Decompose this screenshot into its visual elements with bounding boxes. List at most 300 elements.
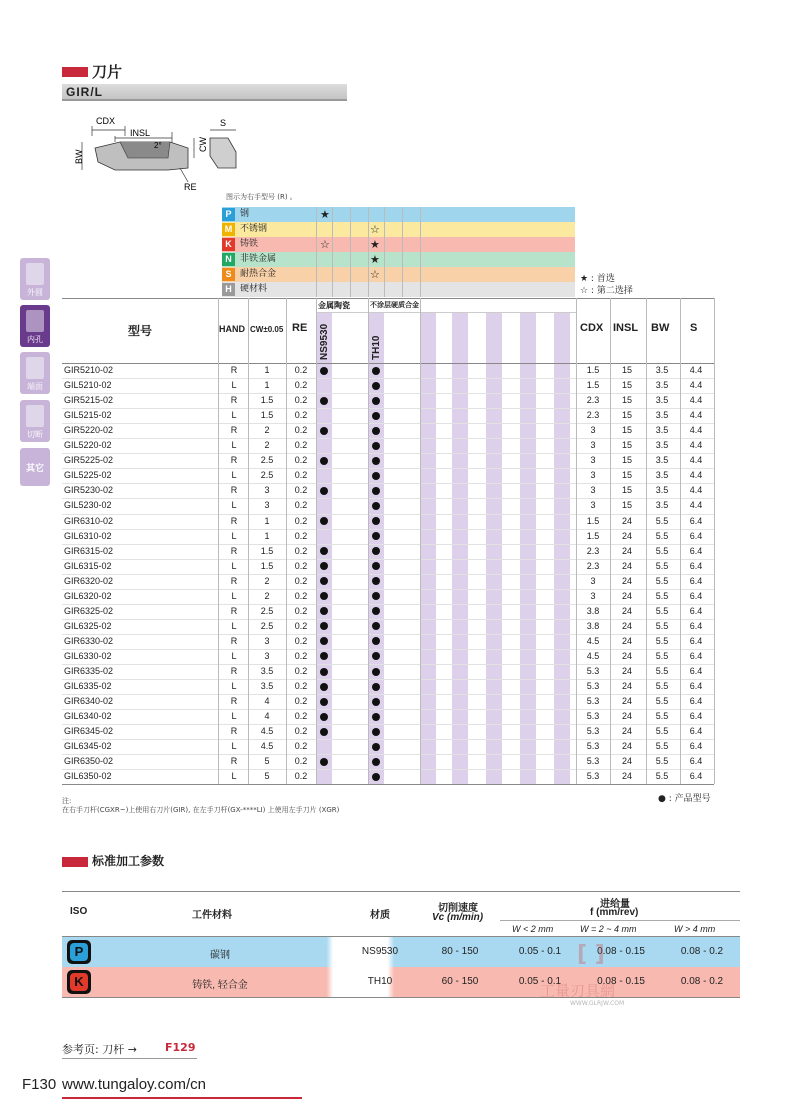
cell-insl: 24 <box>621 741 632 752</box>
cell-cw: 2 <box>264 575 270 586</box>
cell-cdx: 3.8 <box>586 605 600 616</box>
side-tab-internal[interactable]: 内孔 <box>20 305 50 347</box>
cell-s: 4.4 <box>689 365 703 375</box>
cell-hand: R <box>230 395 238 406</box>
cell-bw: 3.5 <box>655 365 669 375</box>
cell-model: GIR5210-02 <box>64 365 114 375</box>
cell-re: 0.2 <box>294 515 308 526</box>
side-tab-other[interactable]: 其它 <box>20 448 50 486</box>
col-header-cw: CW±0.05 <box>250 325 284 334</box>
param-f3: 0.08 - 0.2 <box>680 976 724 987</box>
cell-insl: 15 <box>621 455 632 466</box>
cell-cw: 1 <box>264 380 270 391</box>
cell-cdx: 5.3 <box>586 711 600 722</box>
cell-hand: R <box>230 605 238 616</box>
cell-insl: 24 <box>621 545 632 556</box>
cell-cw: 2 <box>264 590 270 601</box>
watermark-text: 工量刃具網 <box>540 982 616 1000</box>
cell-re: 0.2 <box>294 485 308 496</box>
material-name: 耐热合金 <box>240 269 277 279</box>
cell-cdx: 3.8 <box>586 620 600 631</box>
cell-model: GIR5215-02 <box>64 395 114 406</box>
col-header-insl: INSL <box>613 322 639 334</box>
availability-dot-ns9530 <box>320 517 328 525</box>
cell-hand: L <box>231 590 237 601</box>
cell-model: GIR6345-02 <box>64 726 114 737</box>
cell-cw: 2.5 <box>260 620 274 631</box>
cell-insl: 24 <box>621 771 632 782</box>
cell-cdx: 1.5 <box>586 530 600 541</box>
cell-s: 4.4 <box>689 440 703 451</box>
cell-hand: L <box>231 530 237 541</box>
availability-dot-th10 <box>372 472 380 480</box>
cell-hand: R <box>230 365 238 375</box>
material-row <box>222 207 575 222</box>
cell-re: 0.2 <box>294 425 308 436</box>
cell-insl: 15 <box>621 500 632 511</box>
cell-insl: 15 <box>621 470 632 481</box>
cell-s: 6.4 <box>689 515 703 526</box>
cell-hand: R <box>230 455 238 466</box>
cell-insl: 24 <box>621 575 632 586</box>
param-header-w2: W = 2 ~ 4 mm <box>580 924 637 934</box>
figure-note: 图示为右手型号 (R) 。 <box>226 193 297 201</box>
cell-re: 0.2 <box>294 410 308 421</box>
internal-turning-icon <box>26 310 44 332</box>
cell-model: GIL6325-02 <box>64 620 112 631</box>
cell-bw: 3.5 <box>655 455 669 466</box>
cell-cdx: 3 <box>590 455 596 466</box>
cell-hand: R <box>230 635 238 646</box>
cell-model: GIR6315-02 <box>64 545 114 556</box>
watermark-logo: [ ] <box>577 942 605 967</box>
cell-cdx: 3 <box>590 470 596 481</box>
cell-insl: 24 <box>621 560 632 571</box>
material-name: 硬材料 <box>240 284 268 294</box>
cell-insl: 24 <box>621 620 632 631</box>
cell-model: GIL6350-02 <box>64 771 112 782</box>
note-label: 注: <box>62 797 72 805</box>
iso-code-badge: N <box>222 253 235 266</box>
cell-bw: 5.5 <box>655 635 669 646</box>
watermark-url: WWW.GLRJW.COM <box>570 1000 625 1007</box>
availability-dot-ns9530 <box>320 668 328 676</box>
cell-cdx: 3 <box>590 575 596 586</box>
cell-s: 6.4 <box>689 726 703 737</box>
param-header-material: 工件材料 <box>192 910 232 921</box>
section-subtitle: GIR/L <box>62 84 347 101</box>
cell-re: 0.2 <box>294 605 308 616</box>
cell-cw: 1 <box>264 365 270 375</box>
cell-insl: 24 <box>621 590 632 601</box>
cell-s: 6.4 <box>689 620 703 631</box>
availability-dot-ns9530 <box>320 397 328 405</box>
cell-cdx: 1.5 <box>586 515 600 526</box>
cell-s: 6.4 <box>689 666 703 676</box>
cell-bw: 5.5 <box>655 620 669 631</box>
cell-re: 0.2 <box>294 771 308 782</box>
cell-insl: 24 <box>621 530 632 541</box>
cell-cw: 3 <box>264 635 270 646</box>
cell-cdx: 3 <box>590 425 596 436</box>
cell-s: 6.4 <box>689 681 703 692</box>
material-row <box>222 222 575 237</box>
cell-cdx: 1.5 <box>586 365 600 375</box>
cell-s: 4.4 <box>689 500 703 511</box>
availability-dot-ns9530 <box>320 457 328 465</box>
cell-insl: 24 <box>621 666 632 676</box>
cell-bw: 3.5 <box>655 425 669 436</box>
availability-dot-ns9530 <box>320 758 328 766</box>
cell-cdx: 5.3 <box>586 726 600 737</box>
side-tab-face[interactable]: 端面 <box>20 352 50 394</box>
cell-s: 6.4 <box>689 696 703 707</box>
cell-s: 6.4 <box>689 756 703 767</box>
ns9530-mark: ☆ <box>320 238 330 251</box>
availability-dot-th10 <box>372 758 380 766</box>
availability-dot-th10 <box>372 713 380 721</box>
cell-cw: 1.5 <box>260 545 274 556</box>
cell-hand: L <box>231 771 237 782</box>
param-speed: 60 - 150 <box>441 976 479 987</box>
cell-bw: 5.5 <box>655 681 669 692</box>
availability-dot-th10 <box>372 683 380 691</box>
cell-hand: R <box>230 756 238 767</box>
param-grade: TH10 <box>367 976 393 987</box>
cell-re: 0.2 <box>294 560 308 571</box>
cell-cw: 1.5 <box>260 395 274 406</box>
angle-label: 2° <box>154 141 162 150</box>
cell-s: 6.4 <box>689 590 703 601</box>
cell-cw: 3 <box>264 485 270 496</box>
cell-cdx: 3 <box>590 590 596 601</box>
param-header-feed-unit: f (mm/rev) <box>590 907 639 918</box>
cell-re: 0.2 <box>294 365 308 375</box>
legend-product: ● : 产品型号 <box>658 794 711 804</box>
cell-cw: 2.5 <box>260 470 274 481</box>
cell-s: 6.4 <box>689 711 703 722</box>
cell-cdx: 4.5 <box>586 650 600 661</box>
cell-cw: 4.5 <box>260 726 274 737</box>
grade-column-band <box>554 312 570 784</box>
cell-hand: L <box>231 560 237 571</box>
cell-model: GIL5210-02 <box>64 380 112 391</box>
availability-dot-th10 <box>372 532 380 540</box>
param-header-w1: W < 2 mm <box>512 924 554 934</box>
note-text: 在右手刀杆(CGXR~)上使用右刀片(GIR), 在左手刀杆(GX-****LI) 上使用左手刀片 (XGR) <box>62 806 340 814</box>
cell-s: 4.4 <box>689 410 703 421</box>
cell-cw: 2.5 <box>260 605 274 616</box>
th10-mark: ★ <box>370 238 380 251</box>
cell-cdx: 5.3 <box>586 756 600 767</box>
cell-insl: 24 <box>621 605 632 616</box>
cell-hand: L <box>231 500 237 511</box>
cell-model: GIL5215-02 <box>64 410 112 421</box>
availability-dot-ns9530 <box>320 427 328 435</box>
material-row <box>222 252 575 267</box>
cell-model: GIL6330-02 <box>64 650 112 661</box>
cell-model: GIR6340-02 <box>64 696 114 707</box>
side-tab-cutoff[interactable]: 切断 <box>20 400 50 442</box>
cell-insl: 24 <box>621 650 632 661</box>
cutoff-icon <box>26 405 44 427</box>
cell-cw: 3 <box>264 650 270 661</box>
cell-model: GIL6320-02 <box>64 590 112 601</box>
cell-hand: R <box>230 666 238 676</box>
param-speed: 80 - 150 <box>441 946 479 957</box>
material-name: 钢 <box>240 209 250 219</box>
th10-mark: ☆ <box>370 223 380 236</box>
cell-bw: 5.5 <box>655 696 669 707</box>
cell-cw: 1 <box>264 530 270 541</box>
cell-hand: L <box>231 650 237 661</box>
grade-column-band <box>452 312 468 784</box>
th10-mark: ☆ <box>370 268 380 281</box>
cell-model: GIL6335-02 <box>64 681 112 692</box>
iso-code-badge: M <box>222 223 235 236</box>
cell-cw: 4.5 <box>260 741 274 752</box>
cell-insl: 15 <box>621 485 632 496</box>
cell-cdx: 4.5 <box>586 635 600 646</box>
cell-insl: 24 <box>621 711 632 722</box>
cell-insl: 15 <box>621 425 632 436</box>
col-header-th10: TH10 <box>371 335 382 360</box>
reference-page-link[interactable]: F129 <box>165 1041 196 1054</box>
cell-bw: 5.5 <box>655 575 669 586</box>
cell-model: GIR6335-02 <box>64 666 114 676</box>
cell-cw: 2 <box>264 440 270 451</box>
cell-hand: R <box>230 425 238 436</box>
cell-model: GIL6310-02 <box>64 530 112 541</box>
availability-dot-th10 <box>372 668 380 676</box>
page-number: F130 <box>22 1076 57 1093</box>
cell-hand: L <box>231 681 237 692</box>
cell-cw: 3.5 <box>260 681 274 692</box>
param-grade: NS9530 <box>361 946 399 957</box>
cell-re: 0.2 <box>294 756 308 767</box>
bw-label: BW <box>74 149 84 164</box>
col-header-hand: HAND <box>219 324 245 334</box>
section-marker <box>62 857 88 867</box>
cell-s: 6.4 <box>689 650 703 661</box>
cell-s: 4.4 <box>689 455 703 466</box>
availability-dot-th10 <box>372 728 380 736</box>
cell-s: 6.4 <box>689 545 703 556</box>
cell-bw: 5.5 <box>655 515 669 526</box>
cell-insl: 15 <box>621 410 632 421</box>
cell-bw: 5.5 <box>655 666 669 676</box>
cell-insl: 24 <box>621 726 632 737</box>
cell-cw: 3 <box>264 500 270 511</box>
param-header-w3: W > 4 mm <box>674 924 716 934</box>
availability-dot-th10 <box>372 698 380 706</box>
legend-first-choice: ★ : 首选 <box>580 274 615 284</box>
cw-label: CW <box>198 137 208 152</box>
cell-bw: 3.5 <box>655 410 669 421</box>
grade-column-band <box>420 312 436 784</box>
cell-re: 0.2 <box>294 650 308 661</box>
cell-re: 0.2 <box>294 395 308 406</box>
cell-model: GIL6345-02 <box>64 741 112 752</box>
param-f3: 0.08 - 0.2 <box>680 946 724 957</box>
cell-re: 0.2 <box>294 726 308 737</box>
cell-bw: 5.5 <box>655 756 669 767</box>
cell-re: 0.2 <box>294 500 308 511</box>
material-row <box>222 282 575 297</box>
cell-model: GIR5220-02 <box>64 425 114 436</box>
cell-bw: 5.5 <box>655 560 669 571</box>
cell-cw: 4 <box>264 696 270 707</box>
cell-insl: 15 <box>621 380 632 391</box>
cell-hand: L <box>231 410 237 421</box>
cell-re: 0.2 <box>294 620 308 631</box>
cell-cw: 1.5 <box>260 560 274 571</box>
cell-model: GIR6325-02 <box>64 605 114 616</box>
insert-diagram <box>70 112 250 192</box>
cell-cdx: 2.3 <box>586 560 600 571</box>
cell-cdx: 2.3 <box>586 410 600 421</box>
section-title-params: 标准加工参数 <box>92 854 165 868</box>
cell-cdx: 5.3 <box>586 681 600 692</box>
cell-model: GIL6340-02 <box>64 711 112 722</box>
cell-insl: 15 <box>621 395 632 406</box>
availability-dot-ns9530 <box>320 683 328 691</box>
param-f1: 0.05 - 0.1 <box>518 976 562 987</box>
footer-url[interactable]: www.tungaloy.com/cn <box>62 1076 206 1093</box>
cell-model: GIL5220-02 <box>64 440 112 451</box>
cell-hand: R <box>230 545 238 556</box>
cell-re: 0.2 <box>294 440 308 451</box>
cell-insl: 24 <box>621 515 632 526</box>
cell-hand: R <box>230 515 238 526</box>
cell-cdx: 5.3 <box>586 741 600 752</box>
availability-dot-th10 <box>372 743 380 751</box>
cell-bw: 5.5 <box>655 726 669 737</box>
col-header-re: RE <box>292 322 308 334</box>
availability-dot-ns9530 <box>320 698 328 706</box>
cell-re: 0.2 <box>294 635 308 646</box>
cell-cw: 4 <box>264 711 270 722</box>
cdx-label: CDX <box>96 116 116 126</box>
face-grooving-icon <box>26 357 44 379</box>
cell-bw: 3.5 <box>655 485 669 496</box>
cell-insl: 24 <box>621 696 632 707</box>
th10-mark: ★ <box>370 253 380 266</box>
cell-model: GIL5230-02 <box>64 500 112 511</box>
param-material: 碳钢 <box>210 950 230 961</box>
side-tab-external[interactable]: 外圆 <box>20 258 50 300</box>
cell-hand: R <box>230 485 238 496</box>
cell-s: 6.4 <box>689 605 703 616</box>
grade-column-band <box>520 312 536 784</box>
cell-hand: R <box>230 726 238 737</box>
re-label: RE <box>184 182 197 192</box>
cell-s: 4.4 <box>689 395 703 406</box>
cell-bw: 5.5 <box>655 771 669 782</box>
cell-model: GIR6330-02 <box>64 635 114 646</box>
cell-bw: 3.5 <box>655 395 669 406</box>
cell-bw: 3.5 <box>655 440 669 451</box>
reference-label: 参考页: 刀杆 → <box>62 1043 137 1056</box>
cell-s: 4.4 <box>689 470 703 481</box>
cell-re: 0.2 <box>294 470 308 481</box>
cell-bw: 5.5 <box>655 545 669 556</box>
cell-model: GIR6320-02 <box>64 575 114 586</box>
cell-s: 6.4 <box>689 530 703 541</box>
param-header-feed: 进给量 <box>600 899 630 910</box>
cell-s: 4.4 <box>689 485 703 496</box>
cell-cdx: 3 <box>590 440 596 451</box>
cell-s: 6.4 <box>689 771 703 782</box>
availability-dot-ns9530 <box>320 487 328 495</box>
cell-bw: 5.5 <box>655 650 669 661</box>
material-name: 非铁金属 <box>240 254 277 264</box>
param-f2: 0.08 - 0.15 <box>597 946 645 957</box>
cell-hand: L <box>231 711 237 722</box>
cell-hand: R <box>230 575 238 586</box>
cell-re: 0.2 <box>294 575 308 586</box>
cell-cdx: 2.3 <box>586 545 600 556</box>
param-f1: 0.05 - 0.1 <box>518 946 562 957</box>
iso-badge: P <box>67 940 91 964</box>
cell-cdx: 3 <box>590 485 596 496</box>
material-row <box>222 267 575 282</box>
iso-code-badge: S <box>222 268 235 281</box>
cell-cw: 3.5 <box>260 666 274 676</box>
cell-cw: 1.5 <box>260 410 274 421</box>
cell-model: GIR5225-02 <box>64 455 114 466</box>
availability-dot-th10 <box>372 412 380 420</box>
cell-hand: L <box>231 380 237 391</box>
cell-model: GIR6310-02 <box>64 515 114 526</box>
iso-code-badge: K <box>222 238 235 251</box>
cell-cw: 2.5 <box>260 455 274 466</box>
cell-s: 6.4 <box>689 575 703 586</box>
cell-bw: 5.5 <box>655 711 669 722</box>
cell-re: 0.2 <box>294 741 308 752</box>
param-f2: 0.08 - 0.15 <box>597 976 645 987</box>
material-name: 铸铁 <box>240 239 259 249</box>
col-header-bw: BW <box>651 322 670 334</box>
cell-re: 0.2 <box>294 696 308 707</box>
section-marker <box>62 67 88 77</box>
iso-code-badge: P <box>222 208 235 221</box>
grade-column-band <box>486 312 502 784</box>
availability-dot-th10 <box>372 502 380 510</box>
availability-dot-th10 <box>372 487 380 495</box>
cell-s: 4.4 <box>689 425 703 436</box>
cell-bw: 3.5 <box>655 500 669 511</box>
cell-cw: 1 <box>264 515 270 526</box>
availability-dot-th10 <box>372 457 380 465</box>
cell-insl: 24 <box>621 681 632 692</box>
cell-bw: 5.5 <box>655 530 669 541</box>
cell-model: GIL5225-02 <box>64 470 112 481</box>
availability-dot-th10 <box>372 442 380 450</box>
cell-model: GIL6315-02 <box>64 560 112 571</box>
col-header-cdx: CDX <box>580 322 604 334</box>
cell-bw: 3.5 <box>655 380 669 391</box>
cell-cw: 5 <box>264 756 270 767</box>
cell-s: 6.4 <box>689 741 703 752</box>
availability-dot-th10 <box>372 367 380 375</box>
col-header-ns9530: NS9530 <box>319 323 330 360</box>
cell-s: 6.4 <box>689 560 703 571</box>
external-turning-icon <box>26 263 44 285</box>
cell-s: 6.4 <box>689 635 703 646</box>
cell-cdx: 5.3 <box>586 696 600 707</box>
availability-dot-th10 <box>372 773 380 781</box>
